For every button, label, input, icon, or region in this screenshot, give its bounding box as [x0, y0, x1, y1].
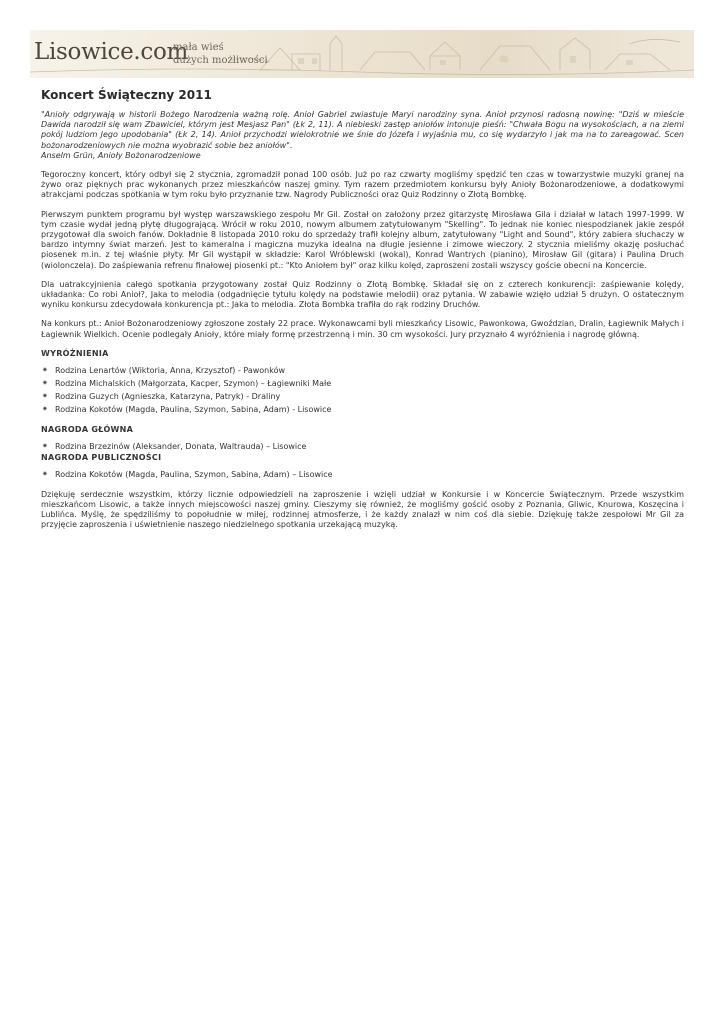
paragraph-quiz: Dla uatrakcyjnienia całego spotkania przygotowany został Quiz Rodzinny o Złotą Bombkę. Składał się on z czterech konkurencji: zaśpiewanie kolędy, układanka: Co robi Anioł?, Jaka to melodia (odgadnięcie tytułu kolędy na podstawie melodii) oraz pytania. W zabawie wzięło udział 5 drużyn. O ostatecznym wyniku konkursu zdecydowała konkurencja pt.: Jaka to melodia. Złota Bombka trafiła do rąk rodziny Druchów.: [41, 279, 684, 310]
list-item: ✷ Rodzina Michalskich (Małgorzata, Kacper, Szymon) – Łagiewniki Małe: [42, 378, 332, 388]
quote-text: "Anioły odgrywają w historii Bożego Narodzenia ważną rolę. Anioł Gabriel zwiastuje Maryi narodziny syna. Anioł przynosi radosną nowinę: "Dziś w mieście Dawida narodził się wam Zbawiciel, którym jest Mesjasz Pan" (Łk 2, 11). A niebieski zastęp aniołów intonuje pieśń: "Chwała Bogu na wysokościach, a na ziemi pokój ludziom Jego upodobania" (Łk 2, 14). Anioł przychodzi wielokrotnie we śnie do Józefa i wyjaśnia mu, co się wydarzyło i jak ma na to zareagować. Scen bożonarodzeniowych nie można wyobrazić sobie bez aniołów".: [41, 110, 684, 150]
list-item: ✷ Rodzina Guzych (Agnieszka, Katarzyna, Patryk) - Draliny: [42, 391, 281, 401]
list-item: ✷ Rodzina Kokotów (Magda, Paulina, Szymon, Sabina, Adam) - Lisowice: [42, 404, 332, 414]
article: [41, 88, 684, 540]
distinctions-heading: WYRÓŻNIENIA: [41, 348, 109, 358]
star-bullet-icon: ✷: [42, 365, 48, 374]
star-bullet-icon: ✷: [42, 441, 48, 450]
article-quote: [41, 110, 684, 161]
tagline-line-2: dużych możliwości: [173, 55, 268, 66]
audience-prize-heading: NAGRODA PUBLICZNOŚCI: [41, 452, 162, 462]
star-bullet-icon: ✷: [42, 469, 48, 478]
main-prize-heading: NAGRODA GŁÓWNA: [41, 424, 134, 434]
paragraph-band: Pierwszym punktem programu był występ warszawskiego zespołu Mr Gil. Został on założony przez gitarzystę Mirosława Gila i działał w latach 1997-1999. W tym czasie wydał jedną płytę długogrającą. Wrócił w roku 2010, nowym albumem zatytułowanym "Skelling". To jednak nie koniec niespodzianek jakie zespół przygotował dla swoich fanów. Dokładnie 8 listopada 2010 roku do sprzedaży trafił kolejny album, zatytułowany "Light and Sound", który zabiera słuchaczy w bardzo intymny świat marzeń. Jest to kameralna i magiczna muzyka idealna na długie jesienne i zimowe wieczory. 2 stycznia mieliśmy okazję posłuchać piosenek m.in. z tej właśnie płyty. Mr Gil wystąpił w składzie: Karol Wróblewski (wokal), Konrad Wantrych (pianino), Mirosław Gil (gitara) i Paulina Druch (wiolonczela). Do zaśpiewania refrenu finałowej piosenki pt.: "Kto Aniołem był" oraz kilku kolęd, zaproszeni zostali wszyscy goście obecni na Koncercie.: [41, 209, 684, 270]
site-banner: [30, 30, 694, 78]
audience-prize-list: [41, 468, 684, 481]
star-bullet-icon: ✷: [42, 378, 48, 387]
tagline-line-1: mała wieś: [173, 42, 224, 53]
main-prize-list: [41, 440, 684, 453]
site-tagline: [173, 41, 268, 67]
distinctions-list: [41, 364, 684, 416]
site-logo[interactable]: Lisowice.com: [34, 39, 189, 65]
article-title: Koncert Świąteczny 2011: [41, 88, 212, 102]
star-bullet-icon: ✷: [42, 391, 48, 400]
paragraph-contest: Na konkurs pt.: Anioł Bożonarodzeniowy zgłoszone zostały 22 prace. Wykonawcami byli mieszkańcy Lisowic, Pawonkowa, Gwoździan, Dralin, Łagiewnik Małych i Łagiewnik Wielkich. Ocenie podlegały Anioły, które miały formę przestrzenną i min. 30 cm wysokości. Jury przyznało 4 wyróżnienia i nagrodę główną.: [41, 319, 684, 339]
quote-author: Anselm Grün, Anioły Bożonarodzeniowe: [41, 150, 201, 160]
list-item: ✷ Rodzina Kokotów (Magda, Paulina, Szymon, Sabina, Adam) – Lisowice: [42, 469, 333, 479]
list-item: ✷ Rodzina Lenartów (Wiktoria, Anna, Krzysztof) - Pawonków: [42, 365, 286, 375]
star-bullet-icon: ✷: [42, 404, 48, 413]
paragraph-closing: Dziękuję serdecznie wszystkim, którzy licznie odpowiedzieli na zaproszenie i wzięli udział w Konkursie i w Koncercie Świątecznym. Przede wszystkim mieszkańcom Lisowic, a także innych miejscowości naszej gminy. Cieszymy się również, że mogliśmy gościć osoby z Poznania, Gliwic, Knurowa, Koszęcina i Lublińca. Myślę, że spędziliśmy to popołudnie w miłej, rodzinnej atmosferze, i że każdy znalazł w nim coś dla siebie. Dziękuję także zespołowi Mr Gil za przyjęcie zaproszenia i uświetnienie naszego niedzielnego spotkania urzekającą muzyką.: [41, 489, 684, 530]
paragraph-intro: Tegoroczny koncert, który odbył się 2 stycznia, zgromadził ponad 100 osób. Już po raz czwarty mogliśmy spędzić ten czas w towarzystwie muzyki granej na żywo oraz pięknych prac wykonanych przez mieszkańców naszej gminy. Tym razem przedmiotem konkursu były Anioły Bożonarodzeniowe, a dodatkowymi atrakcjami podczas spotkania w tym roku było przyznanie tzw. Nagrody Publiczności oraz Quiz Rodzinny o Złotą Bombkę.: [41, 170, 684, 200]
list-item: ✷ Rodzina Brzezinów (Aleksander, Donata, Waltrauda) – Lisowice: [42, 441, 307, 451]
